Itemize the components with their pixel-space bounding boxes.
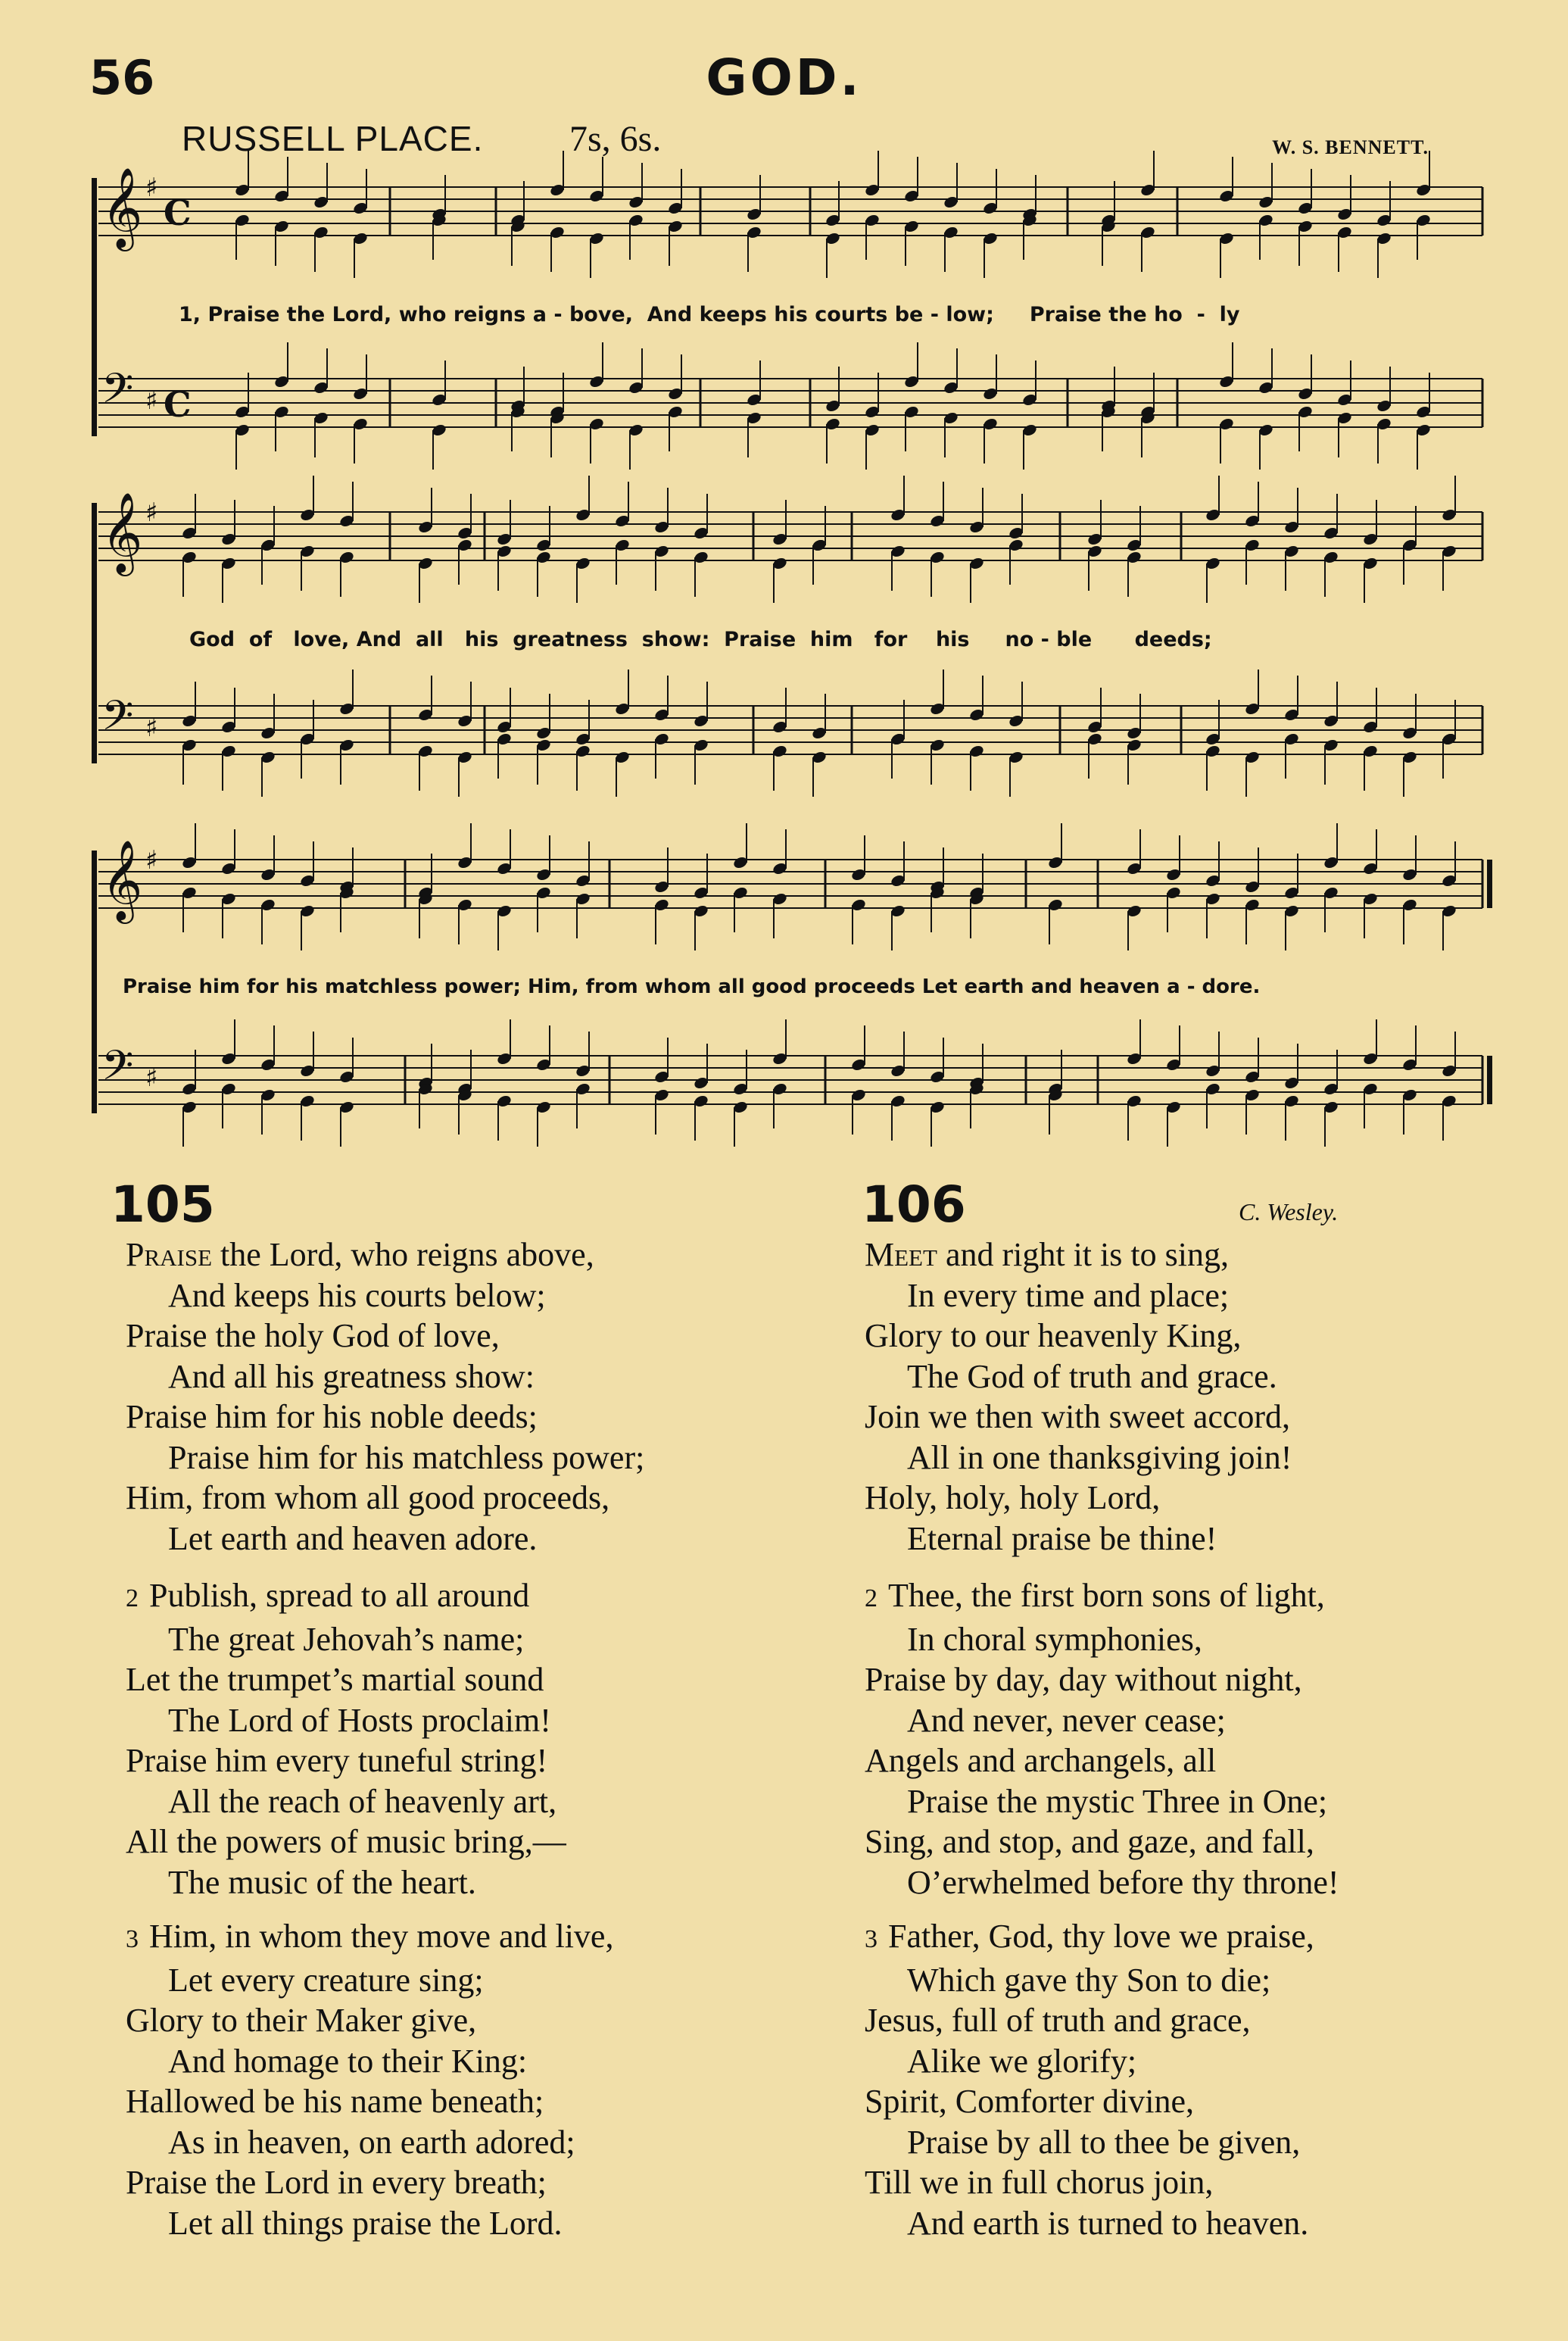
- page-number: 56: [89, 50, 155, 105]
- system-bracket: [92, 178, 97, 436]
- verse-line: Join we then with sweet accord,: [865, 1398, 1291, 1435]
- verse-line: Which gave thy Son to die;: [907, 1961, 1271, 1999]
- treble-clef-icon: 𝄞: [101, 167, 143, 248]
- common-time-icon: C: [164, 384, 192, 425]
- final-bar-line: [1487, 1056, 1492, 1104]
- lyric-line-2: God of love, And all his greatness show: Praise him for his no - ble deeds;: [189, 628, 1212, 651]
- verse-line: Praise by all to thee be given,: [907, 2123, 1301, 2161]
- verse-line: Thee, the first born sons of light,: [888, 1577, 1325, 1614]
- verse-line: Glory to our heavenly King,: [865, 1317, 1242, 1354]
- verse-line: Praise him for his noble deeds;: [126, 1398, 538, 1435]
- hymn-105-stanza-3: [126, 1916, 613, 2243]
- stanza-number: 2: [865, 1584, 878, 1612]
- verse-line: And earth is turned to heaven.: [907, 2204, 1309, 2242]
- verse-line: and right it is to sing,: [937, 1236, 1229, 1273]
- verse-line: Let every creature sing;: [168, 1961, 484, 1999]
- verse-line: Glory to their Maker give,: [126, 2002, 477, 2039]
- verse-line: All the powers of music bring,—: [126, 1823, 566, 1860]
- verse-line: Him, from whom all good proceeds,: [126, 1479, 610, 1516]
- verse-line: And homage to their King:: [168, 2042, 528, 2080]
- hymn-number-106: 106: [862, 1175, 966, 1234]
- verse-line: Praise by day, day without night,: [865, 1661, 1302, 1698]
- verse-line: In choral symphonies,: [907, 1620, 1202, 1658]
- verse-line: Praise the mystic Three in One;: [907, 1782, 1328, 1820]
- key-signature-sharp-icon: ♯: [145, 498, 158, 528]
- common-time-icon: C: [164, 192, 192, 233]
- verse-line: Alike we glorify;: [907, 2042, 1137, 2080]
- verse-line: Publish, spread to all around: [149, 1577, 530, 1614]
- verse-line: Spirit, Comforter divine,: [865, 2083, 1195, 2120]
- verse-line: Praise him for his matchless power;: [168, 1438, 645, 1476]
- key-signature-sharp-icon: ♯: [145, 713, 158, 743]
- verse-line: Let all things praise the Lord.: [168, 2204, 563, 2242]
- final-bar-line: [1487, 860, 1492, 908]
- lyric-line-1: 1, Praise the Lord, who reigns a - bove, And keeps his courts be - low; Praise the ho - ly: [179, 303, 1240, 326]
- verse-line: And all his greatness show:: [168, 1357, 535, 1395]
- verse-line: As in heaven, on earth adored;: [168, 2123, 575, 2161]
- verse-line: The music of the heart.: [168, 1863, 476, 1901]
- key-signature-sharp-icon: ♯: [145, 173, 158, 203]
- verse-line: Praise the Lord in every breath;: [126, 2164, 547, 2201]
- stanza-number: 3: [126, 1925, 139, 1953]
- page-title: GOD.: [706, 48, 862, 107]
- verse-line: O’erwhelmed before thy throne!: [907, 1863, 1339, 1901]
- verse-line: In every time and place;: [907, 1276, 1230, 1314]
- verse-line: The great Jehovah’s name;: [168, 1620, 525, 1658]
- system-bracket: [92, 851, 97, 1113]
- tune-name: RUSSELL PLACE.: [182, 119, 484, 158]
- hymn-author: C. Wesley.: [1239, 1198, 1339, 1225]
- verse-line: Praise him every tuneful string!: [126, 1742, 548, 1779]
- hymn-106-stanza-1: [865, 1234, 1292, 1559]
- composer: W. S. BENNETT.: [1272, 136, 1429, 158]
- hymn-105-stanza-1: [126, 1234, 644, 1559]
- hymn-number-105: 105: [111, 1175, 215, 1234]
- tune-meter: 7s, 6s.: [569, 119, 662, 159]
- stanza-number: 3: [865, 1925, 878, 1953]
- verse-line: Hallowed be his name beneath;: [126, 2083, 544, 2120]
- stanza-first-word: Praise: [126, 1236, 213, 1273]
- verse-line: And keeps his courts below;: [168, 1276, 546, 1314]
- verse-line: Let earth and heaven adore.: [168, 1519, 538, 1557]
- treble-clef-icon: 𝄞: [101, 839, 143, 920]
- hymn-106-stanza-2: [865, 1575, 1339, 1902]
- stanza-first-word: Meet: [865, 1236, 937, 1273]
- verse-line: Eternal praise be thine!: [907, 1519, 1217, 1557]
- key-signature-sharp-icon: ♯: [145, 1063, 158, 1093]
- verse-line: the Lord, who reigns above,: [212, 1236, 594, 1273]
- verse-line: And never, never cease;: [907, 1701, 1226, 1739]
- verse-line: All the reach of heavenly art,: [168, 1782, 557, 1820]
- verse-line: The Lord of Hosts proclaim!: [168, 1701, 551, 1739]
- verse-line: The God of truth and grace.: [907, 1357, 1277, 1395]
- treble-clef-icon: 𝄞: [101, 492, 143, 573]
- verse-line: Holy, holy, holy Lord,: [865, 1479, 1161, 1516]
- bass-clef-icon: 𝄢: [101, 691, 134, 750]
- verse-line: Praise the holy God of love,: [126, 1317, 500, 1354]
- hymn-105-stanza-2: [126, 1575, 566, 1902]
- verse-line: Sing, and stop, and gaze, and fall,: [865, 1823, 1314, 1860]
- key-signature-sharp-icon: ♯: [145, 845, 158, 876]
- lyric-line-3: Praise him for his matchless power; Him, from whom all good proceeds Let earth and heaven a - dore.: [123, 975, 1261, 998]
- stanza-number: 2: [126, 1584, 139, 1612]
- verse-line: Jesus, full of truth and grace,: [865, 2002, 1251, 2039]
- verse-line: Let the trumpet’s martial sound: [126, 1661, 544, 1698]
- verse-line: Till we in full chorus join,: [865, 2164, 1214, 2201]
- bass-clef-icon: 𝄢: [101, 364, 134, 423]
- verse-line: Angels and archangels, all: [865, 1742, 1217, 1779]
- hymn-106-stanza-3: [865, 1916, 1314, 2243]
- verse-line: Father, God, thy love we praise,: [888, 1918, 1314, 1955]
- key-signature-sharp-icon: ♯: [145, 385, 158, 416]
- bass-clef-icon: 𝄢: [101, 1041, 134, 1100]
- system-bracket: [92, 503, 97, 763]
- verse-line: All in one thanksgiving join!: [907, 1438, 1292, 1476]
- verse-line: Him, in whom they move and live,: [149, 1918, 614, 1955]
